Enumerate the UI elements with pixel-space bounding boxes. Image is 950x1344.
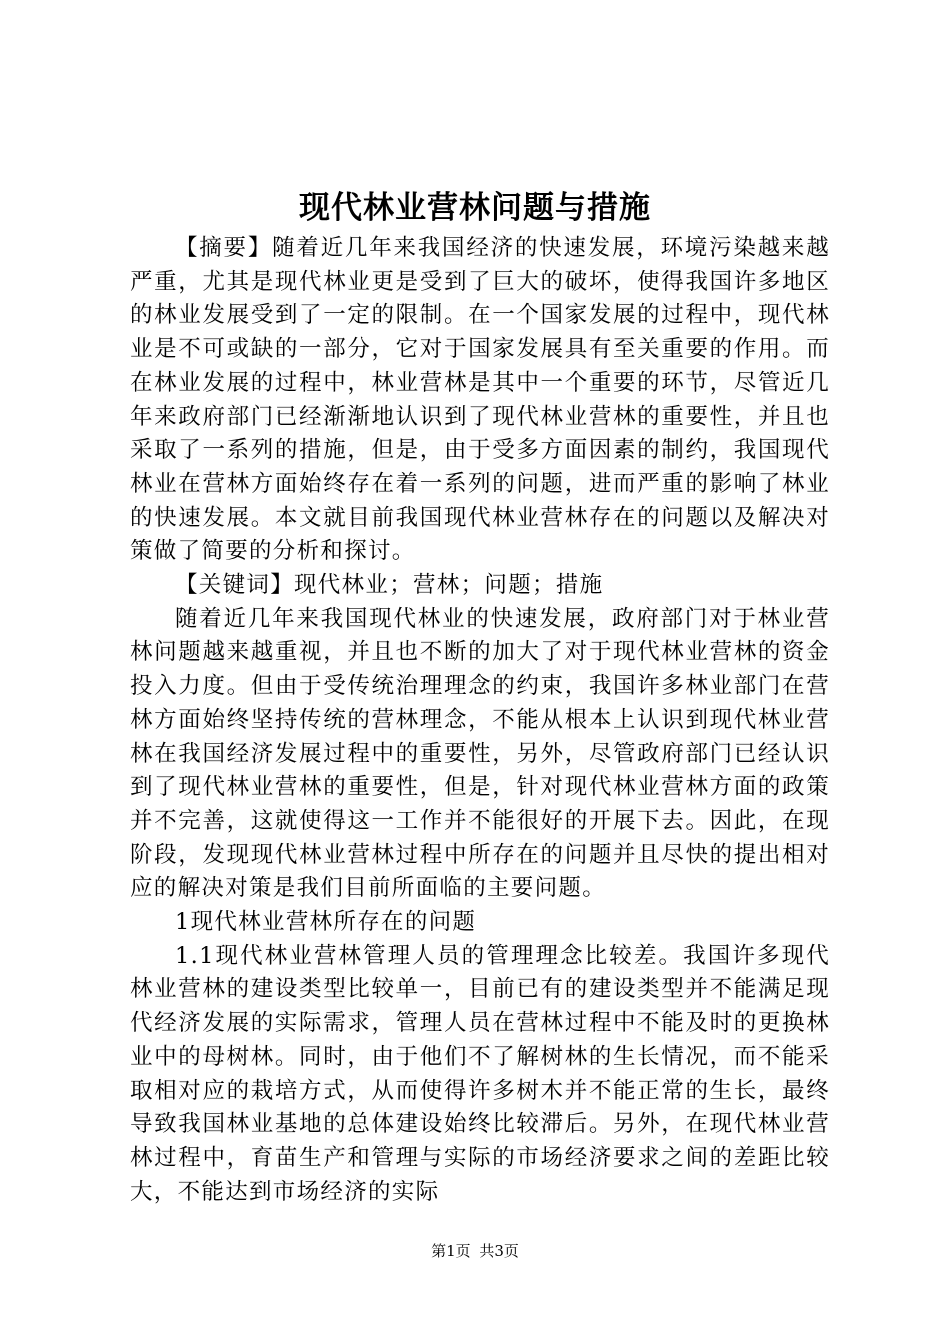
subsection-paragraph: 1.1现代林业营林管理人员的管理理念比较差。我国许多现代林业营林的建设类型比较单一，目前已有的建设类型并不能满足现代经济发展的实际需求，管理人员在营林过程中不能及时的更换林业中的母树林。同时，由于他们不了解树林的生长情况，而不能采取相对应的栽培方式，从而使得许多树木并不能正常的生长，最终导致我国林业基地的总体建设始终比较滞后。另外，在现代林业营林过程中，育苗生产和管理与实际的市场经济要求之间的差距比较大，不能达到市场经济的实际 [130, 942, 830, 1205]
section-heading: 1现代林业营林所存在的问题 [175, 909, 477, 936]
intro-paragraph: 随着近几年来我国现代林业的快速发展，政府部门对于林业营林问题越来越重视，并且也不断的加大了对于现代林业营林的资金投入力度。但由于受传统治理理念的约束，我国许多林业部门在营林方面始终坚持传统的营林理念，不能从根本上认识到现代林业营林在我国经济发展过程中的重要性，另外，尽管政府部门已经认识到了现代林业营林的重要性，但是，针对现代林业营林方面的政策并不完善，这就使得这一工作并不能很好的开展下去。因此，在现阶段，发现现代林业营林过程中所存在的问题并且尽快的提出相对应的解决对策是我们目前所面临的主要问题。 [130, 605, 830, 902]
page-number: 第1页 [431, 1242, 471, 1260]
keywords-paragraph: 【关键词】现代林业；营林；问题；措施 [175, 572, 604, 599]
document-title: 现代林业营林问题与措施 [299, 190, 651, 226]
page-footer [0, 1240, 950, 1262]
abstract-paragraph: 【摘要】随着近几年来我国经济的快速发展，环境污染越来越严重，尤其是现代林业更是受到了巨大的破坏，使得我国许多地区的林业发展受到了一定的限制。在一个国家发展的过程中，现代林业是不可或缺的一部分，它对于国家发展具有至关重要的作用。而在林业发展的过程中，林业营林是其中一个重要的环节，尽管近几年来政府部门已经渐渐地认识到了现代林业营林的重要性，并且也采取了一系列的措施，但是，由于受多方面因素的制约，我国现代林业在营林方面始终存在着一系列的问题，进而严重的影响了林业的快速发展。本文就目前我国现代林业营林存在的问题以及解决对策做了简要的分析和探讨。 [130, 235, 830, 565]
page-total: 共3页 [479, 1242, 519, 1260]
document-body [130, 232, 830, 1209]
